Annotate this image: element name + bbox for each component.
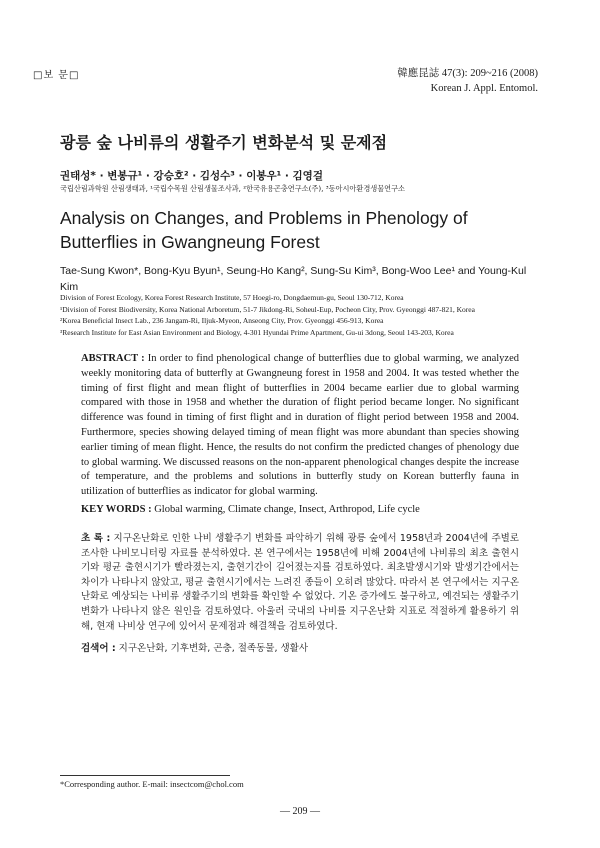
korean-abstract-text: 지구온난화로 인한 나비 생활주기 변화를 파악하기 위해 광릉 숲에서 1958년과 2004년에 주별로 조사한 나비모니터링 자료를 분석하였다. 본 연구에서는 1958년에 비해 2004년에 나비류의 최초 출현시기와 평균 출현시기가 빨라졌는지, 출현기간이 길어졌는지를 검토하였다. 최초발생시기와 발생기간에서는 차이가 나타나지 않았고, 평균 출현시기에서는 느려진 종들이 오히려 많았다. 따라서 본 연구에서는 지구온난화로 예상되는 나비류 생활주기의 변화를 확인할 수 없었다. 기온 증가에도 불구하고, 예견되는 생활주기 변화가 나타나지 않은 원인을 검토하였다. 아울러 국내의 나비를 지구온난화 지표로 적절하게 활용하기 위해, 현재 나비상 연구에 있어서 문제점과 해결책을 검토하였다. <box>81 533 519 632</box>
keywords-text: Global warming, Climate change, Insect, Arthropod, Life cycle <box>154 504 420 515</box>
korean-title: 광릉 숲 나비류의 생활주기 변화분석 및 문제점 <box>60 133 388 152</box>
article-type-tag: □보 문□ <box>33 70 80 81</box>
affiliation-line: ¹Division of Forest Biodiversity, Korea National Arboretum, 51-7 Jikdong-Ri, Soheul-Eup, Pocheon City, Prov. Gyeonggi 487-821, Korea <box>60 304 475 314</box>
korean-keywords <box>81 640 519 654</box>
korean-abstract-label: 초 록 : <box>81 533 111 544</box>
korean-abstract <box>81 532 519 634</box>
journal-reference <box>397 66 538 96</box>
korean-keywords-text: 지구온난화, 기후변화, 곤충, 절족동물, 생활사 <box>118 643 309 654</box>
page-number: — 209 — <box>280 806 320 817</box>
footnote-divider <box>60 775 230 776</box>
affiliation-line: ²Korea Beneficial Insect Lab., 236 Jangam-Ri, Iljuk-Myeon, Anseong City, Prov. Gyeonggi 456-913, Korea <box>60 316 384 325</box>
abstract-text: In order to find phenological change of butterflies due to global warming, we analyzed weekly monitoring data of butterfly at Gwangneung forest in 1958 and 2004. It was tested whether the timing of first flight and mean flight of butterflies in 2004 became earlier due to global warming compared with those in 1958 and whether the duration of flight period became longer. No significant difference was found in timing of first flight and in duration of flight period between 1958 and 2004. Furthermore, species showing delayed timing of mean flight was more abundant than species showing earlier timing of mean flight. Hence, the results do not confirm the predicted changes of phenology due to global warming. We discussed reasons on the non-apparent phenological changes despite the increase of temperature, and the problems and solutions in butterfly study on Korean butterfly fauna in utilization of butterflies as indicator for global warming. <box>81 353 520 498</box>
english-keywords <box>81 504 519 515</box>
journal-citation: 韓應昆誌 47(3): 209~216 (2008) <box>397 68 538 79</box>
english-abstract <box>81 352 519 500</box>
keywords-label: KEY WORDS : <box>81 504 152 515</box>
corresponding-author-footnote: *Corresponding author. E-mail: insectcom@chol.com <box>60 779 244 789</box>
korean-affiliations: 국립산림과학원 산림생태과, ¹국립수목원 산림생물조사과, ²한국유용곤충연구소(주), ³동아시아환경생물연구소 <box>60 184 405 193</box>
abstract-label: ABSTRACT : <box>81 353 145 364</box>
affiliation-line: ³Research Institute for East Asian Environment and Biology, 4-301 Hyundai Prime Apartment, Gu-ui 3dong, Seoul 143-203, Korea <box>60 327 454 337</box>
korean-keywords-label: 검색어 : <box>81 643 116 654</box>
affiliation-line: Division of Forest Ecology, Korea Forest Research Institute, 57 Hoegi-ro, Dongdaemun-gu, Seoul 130-712, Korea <box>60 293 404 302</box>
english-authors: Tae-Sung Kwon*, Bong-Kyu Byun¹, Seung-Ho Kang², Sung-Su Kim³, Bong-Woo Lee¹ and Young-Kul Kim <box>60 265 527 293</box>
english-title: Analysis on Changes, and Problems in Phenology of Butterflies in Gwangneung Forest <box>60 208 468 252</box>
korean-authors: 권태성* · 변봉규¹ · 강승호² · 김성수³ · 이봉우¹ · 김영걸 <box>60 170 323 182</box>
journal-name: Korean J. Appl. Entomol. <box>430 83 538 94</box>
affiliations-block <box>60 292 550 338</box>
